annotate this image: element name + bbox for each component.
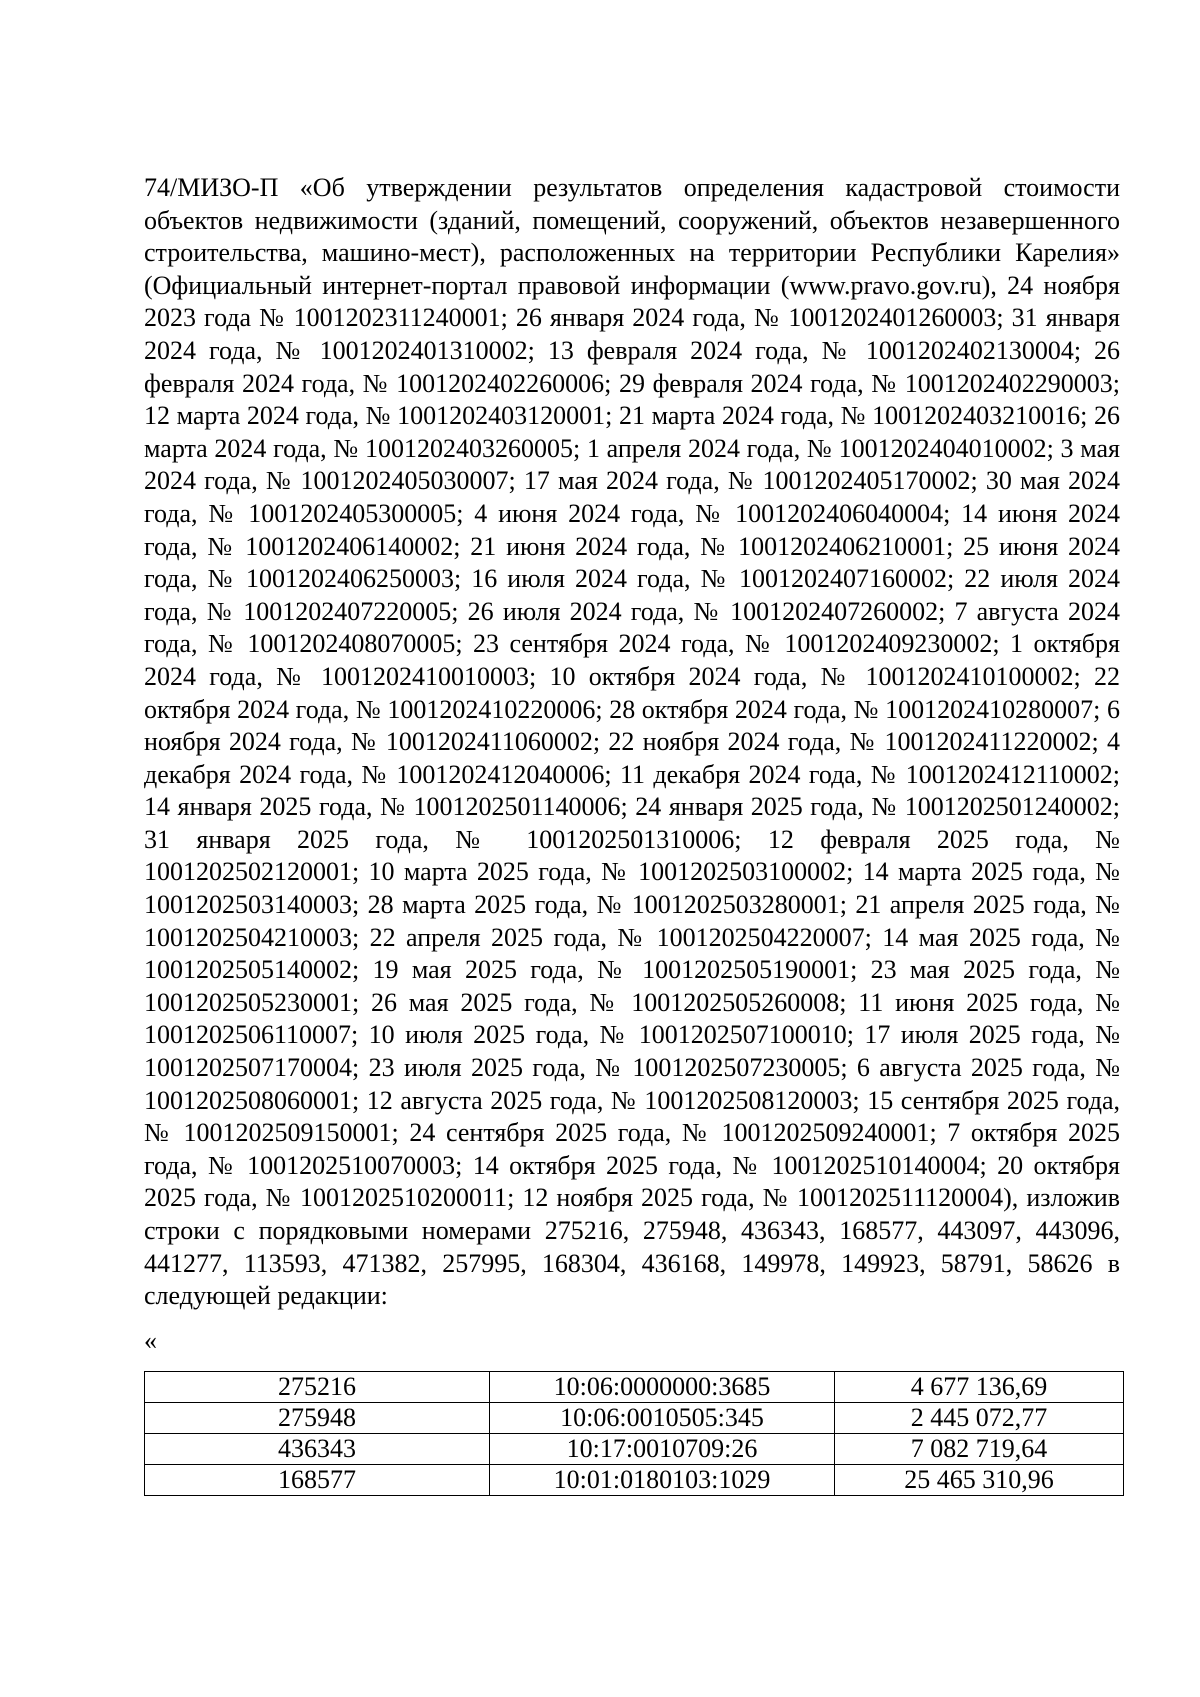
cadastral-number-cell: 10:17:0010709:26: [490, 1433, 835, 1464]
cadastral-value-cell: 2 445 072,77: [835, 1402, 1124, 1433]
document-page: [144, 172, 1120, 1496]
cadastral-number-cell: 10:06:0000000:3685: [490, 1371, 835, 1402]
cadastral-value-cell: 4 677 136,69: [835, 1371, 1124, 1402]
table-row: [145, 1433, 1124, 1464]
cadastral-value-cell: 7 082 719,64: [835, 1433, 1124, 1464]
row-number-cell: 275216: [145, 1371, 490, 1402]
body-paragraph: 74/МИЗО-П «Об утверждении результатов определения кадастровой стоимости объектов недвижимости (зданий, помещений, сооружений, объектов незавершенного строительства, машино-мест), расположенных на территории Республики Карелия» (Официальный интернет-портал правовой информации (www.pravo.gov.ru), 24 ноября 2023 года № 1001202311240001; 26 января 2024 года, № 1001202401260003; 31 января 2024 года, № 1001202401310002; 13 февраля 2024 года, № 1001202402130004; 26 февраля 2024 года, № 1001202402260006; 29 февраля 2024 года, № 1001202402290003; 12 марта 2024 года, № 1001202403120001; 21 марта 2024 года, № 1001202403210016; 26 марта 2024 года, № 1001202403260005; 1 апреля 2024 года, № 1001202404010002; 3 мая 2024 года, № 1001202405030007; 17 мая 2024 года, № 1001202405170002; 30 мая 2024 года, № 1001202405300005; 4 июня 2024 года, № 1001202406040004; 14 июня 2024 года, № 1001202406140002; 21 июня 2024 года, № 1001202406210001; 25 июня 2024 года, № 1001202406250003; 16 июля 2024 года, № 1001202407160002; 22 июля 2024 года, № 1001202407220005; 26 июля 2024 года, № 1001202407260002; 7 августа 2024 года, № 1001202408070005; 23 сентября 2024 года, № 1001202409230002; 1 октября 2024 года, № 1001202410010003; 10 октября 2024 года, № 1001202410100002; 22 октября 2024 года, № 1001202410220006; 28 октября 2024 года, № 1001202410280007; 6 ноября 2024 года, № 1001202411060002; 22 ноября 2024 года, № 1001202411220002; 4 декабря 2024 года, № 1001202412040006; 11 декабря 2024 года, № 1001202412110002; 14 января 2025 года, № 1001202501140006; 24 января 2025 года, № 1001202501240002; 31 января 2025 года, № 1001202501310006; 12 февраля 2025 года, № 1001202502120001; 10 марта 2025 года, № 1001202503100002; 14 марта 2025 года, № 1001202503140003; 28 марта 2025 года, № 1001202503280001; 21 апреля 2025 года, № 1001202504210003; 22 апреля 2025 года, № 1001202504220007; 14 мая 2025 года, № 1001202505140002; 19 мая 2025 года, № 1001202505190001; 23 мая 2025 года, № 1001202505230001; 26 мая 2025 года, № 1001202505260008; 11 июня 2025 года, № 1001202506110007; 10 июля 2025 года, № 1001202507100010; 17 июля 2025 года, № 1001202507170004; 23 июля 2025 года, № 1001202507230005; 6 августа 2025 года, № 1001202508060001; 12 августа 2025 года, № 1001202508120003; 15 сентября 2025 года, № 1001202509150001; 24 сентября 2025 года, № 1001202509240001; 7 октября 2025 года, № 1001202510070003; 14 октября 2025 года, № 1001202510140004; 20 октября 2025 года, № 1001202510200011; 12 ноября 2025 года, № 1001202511120004), изложив строки с порядковыми номерами 275216, 275948, 436343, 168577, 443097, 443096, 441277, 113593, 471382, 257995, 168304, 436168, 149978, 149923, 58791, 58626 в следующей редакции:: [144, 173, 1120, 1311]
row-number-cell: 168577: [145, 1464, 490, 1495]
opening-quote: «: [144, 1325, 157, 1355]
table-row: [145, 1402, 1124, 1433]
cadastral-number-cell: 10:01:0180103:1029: [490, 1464, 835, 1495]
row-number-cell: 436343: [145, 1433, 490, 1464]
cadastral-number-cell: 10:06:0010505:345: [490, 1402, 835, 1433]
cadastral-value-table: [144, 1371, 1124, 1496]
table-row: [145, 1464, 1124, 1495]
table-row: [145, 1371, 1124, 1402]
cadastral-value-cell: 25 465 310,96: [835, 1464, 1124, 1495]
row-number-cell: 275948: [145, 1402, 490, 1433]
